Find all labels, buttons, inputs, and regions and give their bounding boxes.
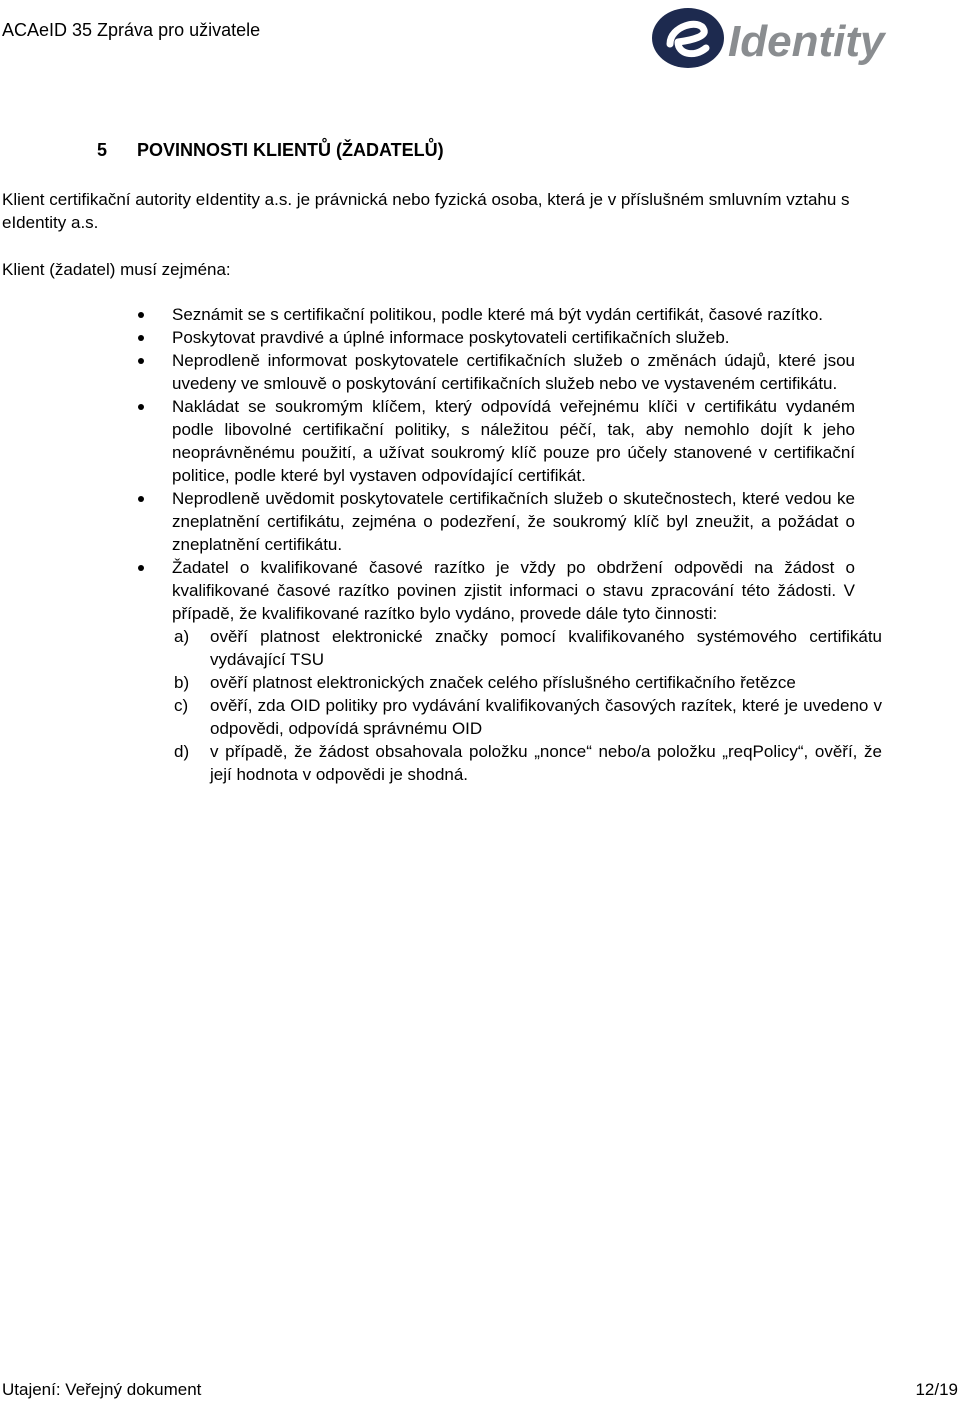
sub-list-item: d) v případě, že žádost obsahovala položku „nonce“ nebo/a položku „reqPolicy“, ověří, že její hodnota v odpovědi je shodná. — [174, 742, 882, 784]
document-header-title: ACAeID 35 Zpráva pro uživatele — [2, 20, 261, 40]
footer-page-number: 12/19 — [915, 1380, 958, 1399]
sub-list — [172, 625, 882, 786]
sub-list-marker: b) — [174, 673, 190, 692]
list-item: Nakládat se soukromým klíčem, který odpovídá veřejnému klíči v certifikátu vydaném podle libovolné certifikační politiky, s náležitou péčí, tak, aby nemohlo dojít k jeho neoprávněnému použití, a užívat soukromý klíč pouze pro účely stanovené v certifikační politice, podle které byl vystaven odpovídající certifikát. — [172, 395, 855, 487]
bullet-icon — [138, 358, 144, 364]
list-item: Neprodleně informovat poskytovatele certifikačních služeb o změnách údajů, které jsou uvedeny ve smlouvě o poskytování certifikačních služeb nebo ve vystaveném certifikátu. — [172, 349, 855, 395]
list-item: Žadatel o kvalifikované časové razítko je vždy po obdržení odpovědi na žádost o kvalifikované časové razítko povinen zjistit informaci o stavu zpracování této žádosti. V případě, že kvalifikované razítko bylo vydáno, provede dále tyto činnosti: a) ověří platnost elektronické značky pomocí kvalifikovaného systémového certifikátu vydávající TSU b) ověří platnost elektronických značek celého příslušného certifikačního řetězce c) ověří, zda OID politiky pro vydávání kvalifikovaných časových razítek, které je uvedeno v odpovědi, odpovídá správnému OID d) v případě, že žádost obsahovala položku „nonce“ nebo/a položku „reqPolicy“, ověří, že její hodnota v odpovědi je shodná. — [172, 556, 855, 786]
bullet-icon — [138, 312, 144, 318]
section-title: POVINNOSTI KLIENTŮ (ŽADATELŮ) — [137, 140, 444, 160]
list-item: Seznámit se s certifikační politikou, podle které má být vydán certifikát, časové razítko. — [172, 303, 855, 326]
bullet-icon — [138, 565, 144, 571]
bullet-icon — [138, 496, 144, 502]
sub-list-item: c) ověří, zda OID politiky pro vydávání kvalifikovaných časových razítek, které je uvedeno v odpovědi, odpovídá správnému OID — [174, 696, 882, 738]
obligations-list — [172, 303, 882, 786]
sub-list-marker: a) — [174, 627, 190, 646]
bullet-icon — [138, 335, 144, 341]
bullet-icon — [138, 404, 144, 410]
eidentity-logo — [648, 4, 906, 78]
list-item: Neprodleně uvědomit poskytovatele certifikačních služeb o skutečnostech, které vedou ke zneplatnění certifikátu, zejména o podezření, že soukromý klíč byl zneužit, a požádat o zneplatnění certifikátu. — [172, 487, 855, 556]
sub-list-marker: d) — [174, 742, 190, 761]
sub-list-marker: c) — [174, 696, 189, 715]
sub-list-item: a) ověří platnost elektronické značky pomocí kvalifikovaného systémového certifikátu vydávající TSU — [174, 627, 882, 669]
logo-wordmark: Identity — [728, 17, 885, 66]
section-number: 5 — [97, 140, 108, 160]
lead-paragraph: Klient (žadatel) musí zejména: — [2, 260, 231, 279]
list-item: Poskytovat pravdivé a úplné informace poskytovateli certifikačních služeb. — [172, 326, 855, 349]
section-heading — [97, 140, 444, 161]
intro-paragraph: Klient certifikační autority eIdentity a.s. je právnická nebo fyzická osoba, která je v příslušném smluvním vztahu s eIdentity a.s. — [2, 190, 850, 232]
footer-classification: Utajení: Veřejný dokument — [2, 1380, 202, 1399]
sub-list-item: b) ověří platnost elektronických značek celého příslušného certifikačního řetězce — [174, 673, 796, 692]
